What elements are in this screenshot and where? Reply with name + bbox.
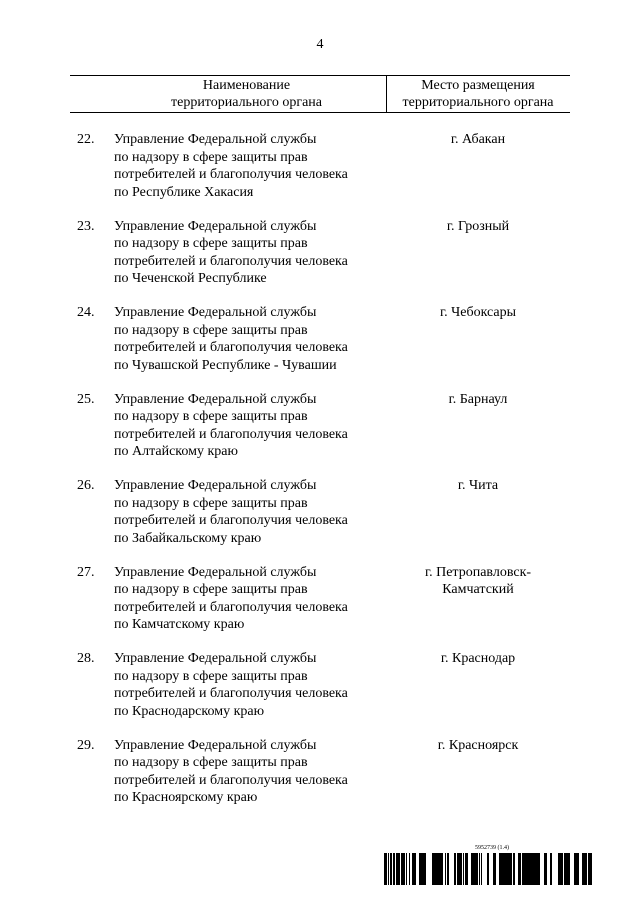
row-location-line: г. Краснодар bbox=[440, 651, 516, 666]
row-organ-name-line: Управление Федеральной службы bbox=[114, 737, 317, 753]
row-organ-name-line: потребителей и благополучия человека bbox=[114, 599, 348, 615]
row-organ-name-line: по надзору в сфере защиты прав bbox=[114, 495, 308, 511]
row-location-line: Камчатский bbox=[442, 582, 514, 597]
row-location bbox=[386, 650, 570, 668]
barcode-bar bbox=[531, 853, 532, 885]
barcode-bar bbox=[590, 853, 591, 885]
table-header-bottom-rule bbox=[70, 112, 570, 113]
barcode-bar bbox=[423, 853, 424, 885]
barcode-bar bbox=[409, 853, 410, 885]
barcode-bar bbox=[574, 853, 575, 885]
barcode-bar bbox=[524, 853, 525, 885]
barcode-bar bbox=[578, 853, 579, 885]
barcode-bar bbox=[584, 853, 585, 885]
row-organ-name bbox=[114, 737, 384, 807]
row-organ-name bbox=[114, 477, 384, 547]
row-organ-name-line: Управление Федеральной службы bbox=[114, 132, 317, 147]
barcode-bar bbox=[432, 853, 435, 885]
barcode-bar bbox=[388, 853, 389, 885]
row-organ-name-line: по надзору в сфере защиты прав bbox=[114, 755, 308, 770]
row-organ-name-line: по надзору в сфере защиты прав bbox=[114, 149, 308, 165]
barcode-bar bbox=[424, 853, 426, 885]
barcode-bar bbox=[401, 853, 402, 885]
row-location bbox=[386, 218, 570, 236]
row-number: 29. bbox=[77, 737, 95, 753]
barcode-bar bbox=[562, 853, 563, 885]
row-organ-name-line: по Красноярскому краю bbox=[114, 790, 258, 805]
row-organ-name-line: по надзору в сфере защиты прав bbox=[114, 236, 308, 251]
barcode-bar bbox=[461, 853, 462, 885]
table-row bbox=[0, 737, 640, 817]
barcode-bar bbox=[493, 853, 496, 885]
row-organ-name-line: потребителей и благополучия человека bbox=[114, 772, 348, 788]
row-organ-name bbox=[114, 564, 384, 634]
row-number: 27. bbox=[77, 564, 95, 580]
table-row bbox=[0, 564, 640, 644]
row-organ-name-line: потребителей и благополучия человека bbox=[114, 426, 348, 442]
row-location-line: г. Красноярск bbox=[437, 737, 519, 753]
barcode-bar bbox=[487, 853, 489, 885]
barcode-bar bbox=[589, 853, 590, 885]
barcode-bar bbox=[551, 853, 552, 885]
barcode-bar bbox=[523, 853, 524, 885]
barcode-bar bbox=[455, 853, 456, 885]
row-organ-name bbox=[114, 650, 384, 720]
barcode-bar bbox=[514, 853, 515, 885]
barcode-bar bbox=[577, 853, 578, 885]
barcode-bar bbox=[471, 853, 474, 885]
row-organ-name bbox=[114, 131, 384, 201]
row-organ-name-line: потребителей и благополучия человека bbox=[114, 686, 348, 701]
row-organ-name bbox=[114, 304, 384, 374]
row-organ-name-line: по Краснодарскому краю bbox=[114, 703, 265, 719]
barcode-bar bbox=[415, 853, 416, 885]
barcode-bar bbox=[402, 853, 404, 885]
table-row bbox=[0, 131, 640, 211]
row-organ-name-line: потребителей и благополучия человека bbox=[114, 167, 348, 182]
barcode-bar bbox=[499, 853, 502, 885]
barcode-bar bbox=[586, 853, 587, 885]
barcode-bar bbox=[467, 853, 468, 885]
row-organ-name-line: Управление Федеральной службы bbox=[114, 218, 317, 234]
barcode-bar bbox=[390, 853, 392, 885]
barcode-bar bbox=[394, 853, 395, 885]
barcode-bar bbox=[564, 853, 567, 885]
row-organ-name-line: Управление Федеральной службы bbox=[114, 305, 317, 320]
barcode-bar bbox=[569, 853, 570, 885]
barcode-bar bbox=[502, 853, 505, 885]
table-row bbox=[0, 650, 640, 730]
barcode-bar bbox=[412, 853, 414, 885]
barcode-bar bbox=[513, 853, 514, 885]
row-organ-name bbox=[114, 391, 384, 461]
row-location-line: г. Чебоксары bbox=[439, 305, 517, 320]
row-organ-name-line: Управление Федеральной службы bbox=[114, 391, 317, 407]
row-organ-name-line: Управление Федеральной службы bbox=[114, 478, 317, 493]
row-location-line: г. Барнаул bbox=[448, 391, 508, 407]
barcode-bar bbox=[588, 853, 589, 885]
barcode-bar bbox=[479, 853, 480, 885]
barcode-bar bbox=[544, 853, 546, 885]
row-location bbox=[386, 391, 570, 409]
barcode-bar bbox=[511, 853, 512, 885]
document-code: 5952739 (1.4) bbox=[475, 845, 509, 851]
barcode bbox=[384, 853, 592, 885]
barcode-bar bbox=[396, 853, 398, 885]
row-number: 28. bbox=[77, 651, 95, 666]
barcode-bar bbox=[445, 853, 446, 885]
row-organ-name-line: по Республике Хакасия bbox=[114, 184, 254, 200]
barcode-bar bbox=[414, 853, 415, 885]
barcode-bar bbox=[404, 853, 405, 885]
barcode-bar bbox=[575, 853, 577, 885]
barcode-bar bbox=[442, 853, 443, 885]
barcode-bar bbox=[583, 853, 584, 885]
barcode-bar bbox=[421, 853, 423, 885]
row-number: 24. bbox=[77, 305, 95, 320]
barcode-bar bbox=[558, 853, 561, 885]
row-location bbox=[386, 477, 570, 495]
row-organ-name-line: потребителей и благополучия человека bbox=[114, 340, 348, 355]
row-organ-name-line: Управление Федеральной службы bbox=[114, 564, 317, 580]
barcode-bar bbox=[481, 853, 482, 885]
row-organ-name bbox=[114, 218, 384, 288]
barcode-bar bbox=[527, 853, 529, 885]
barcode-bar bbox=[526, 853, 527, 885]
row-location bbox=[386, 564, 570, 599]
barcode-bar bbox=[457, 853, 459, 885]
barcode-bar bbox=[454, 853, 455, 885]
column-header-place bbox=[386, 77, 570, 111]
page-number: 4 bbox=[316, 37, 324, 52]
row-organ-name-line: потребителей и благополучия человека bbox=[114, 513, 348, 528]
barcode-bar bbox=[386, 853, 387, 885]
barcode-bar bbox=[537, 853, 538, 885]
barcode-bar bbox=[435, 853, 436, 885]
row-location bbox=[386, 737, 570, 755]
row-organ-name-line: по Камчатскому краю bbox=[114, 617, 245, 632]
row-location bbox=[386, 304, 570, 322]
barcode-bar bbox=[474, 853, 475, 885]
row-location-line: г. Чита bbox=[457, 478, 499, 493]
barcode-bar bbox=[436, 853, 437, 885]
column-header-name-line: территориального органа bbox=[170, 95, 322, 110]
barcode-bar bbox=[582, 853, 583, 885]
row-number: 25. bbox=[77, 391, 95, 407]
barcode-bar bbox=[475, 853, 477, 885]
barcode-bar bbox=[466, 853, 467, 885]
barcode-bar bbox=[533, 853, 536, 885]
column-header-name-line: Наименование bbox=[202, 78, 291, 93]
barcode-bar bbox=[440, 853, 442, 885]
barcode-bar bbox=[398, 853, 400, 885]
row-organ-name-line: по надзору в сфере защиты прав bbox=[114, 322, 308, 338]
barcode-bar bbox=[519, 853, 521, 885]
barcode-bar bbox=[447, 853, 449, 885]
table-row bbox=[0, 218, 640, 298]
row-location bbox=[386, 131, 570, 149]
barcode-bar bbox=[385, 853, 386, 885]
row-organ-name-line: по надзору в сфере защиты прав bbox=[114, 668, 308, 684]
barcode-bar bbox=[550, 853, 551, 885]
barcode-bar bbox=[459, 853, 460, 885]
barcode-bar bbox=[518, 853, 519, 885]
barcode-bar bbox=[561, 853, 562, 885]
row-number: 26. bbox=[77, 478, 95, 493]
table-row bbox=[0, 391, 640, 471]
row-location-line: г. Грозный bbox=[446, 218, 510, 234]
barcode-bar bbox=[419, 853, 420, 885]
row-number: 22. bbox=[77, 132, 95, 147]
row-organ-name-line: по надзору в сфере защиты прав bbox=[114, 409, 308, 424]
row-organ-name-line: по надзору в сфере защиты прав bbox=[114, 582, 308, 597]
barcode-bar bbox=[506, 853, 509, 885]
barcode-bar bbox=[384, 853, 385, 885]
row-organ-name-line: потребителей и благополучия человека bbox=[114, 253, 348, 269]
barcode-bar bbox=[477, 853, 478, 885]
row-organ-name-line: по Чувашской Республике - Чувашии bbox=[114, 357, 337, 373]
barcode-bar bbox=[406, 853, 407, 885]
barcode-bar bbox=[465, 853, 466, 885]
barcode-bar bbox=[463, 853, 464, 885]
table-row bbox=[0, 477, 640, 557]
barcode-bar bbox=[532, 853, 533, 885]
barcode-bar bbox=[505, 853, 506, 885]
barcode-bar bbox=[567, 853, 569, 885]
barcode-bar bbox=[460, 853, 461, 885]
table-header-top-rule bbox=[70, 75, 570, 76]
row-organ-name-line: по Забайкальскому краю bbox=[114, 530, 262, 546]
barcode-bar bbox=[536, 853, 537, 885]
barcode-bar bbox=[522, 853, 523, 885]
barcode-bar bbox=[538, 853, 540, 885]
row-organ-name-line: по Чеченской Республике bbox=[114, 271, 267, 286]
column-header-name bbox=[130, 77, 363, 111]
row-location-line: г. Абакан bbox=[450, 132, 506, 147]
barcode-bar bbox=[393, 853, 394, 885]
row-organ-name-line: по Алтайскому краю bbox=[114, 444, 238, 459]
barcode-bar bbox=[529, 853, 531, 885]
table-row bbox=[0, 304, 640, 384]
row-organ-name-line: Управление Федеральной службы bbox=[114, 651, 317, 666]
row-number: 23. bbox=[77, 218, 95, 234]
barcode-bar bbox=[420, 853, 421, 885]
barcode-bar bbox=[509, 853, 511, 885]
row-location-line: г. Петропавловск- bbox=[424, 564, 532, 580]
barcode-bar bbox=[591, 853, 592, 885]
column-header-place-line: Место размещения bbox=[421, 78, 535, 93]
barcode-bar bbox=[437, 853, 440, 885]
column-header-place-line: территориального органа bbox=[402, 95, 554, 110]
barcode-bar bbox=[525, 853, 526, 885]
barcode-bar bbox=[585, 853, 586, 885]
barcode-bar bbox=[546, 853, 547, 885]
